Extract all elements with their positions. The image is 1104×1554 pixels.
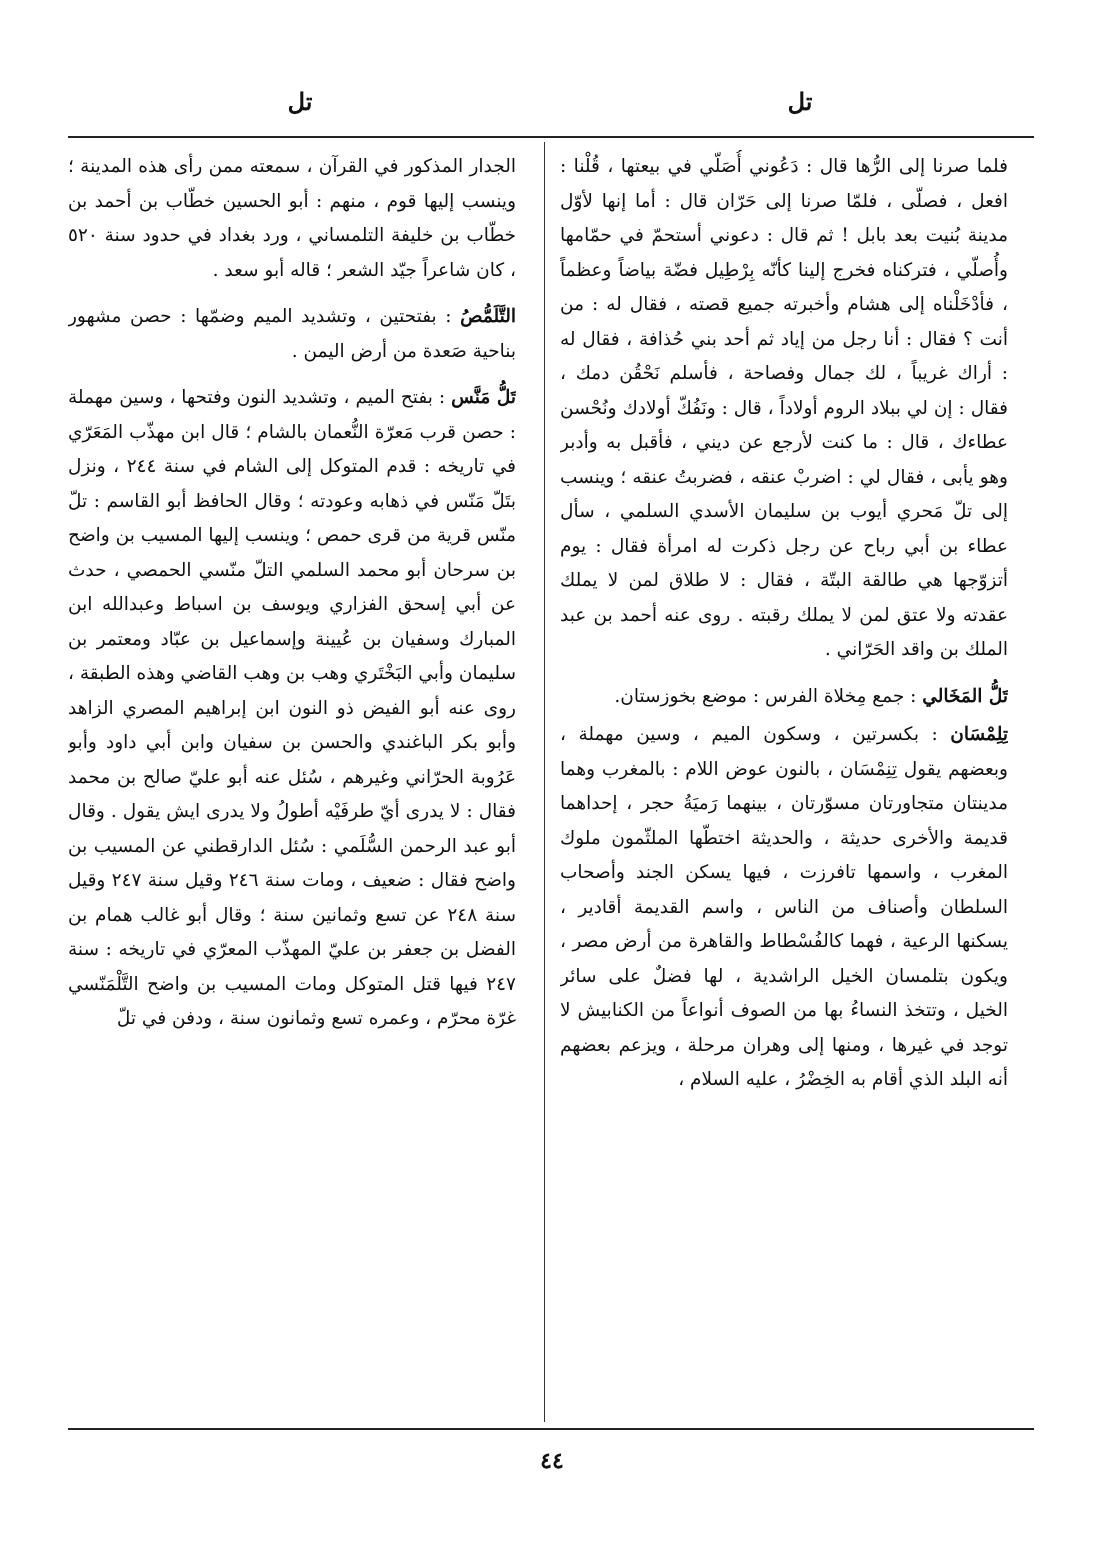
entry-headword: تَلُّ المَخَالي — [922, 685, 1008, 707]
page-number: ٤٤ — [540, 1448, 564, 1474]
footer-rule — [68, 1428, 1034, 1430]
entry-body: : بفتحتين ، وتشديد الميم وضمّها : حصن مشهور بناحية صَعدة من أرض اليمن . — [68, 306, 516, 362]
entry-tilimsan — [560, 718, 1008, 1098]
right-column — [560, 150, 1008, 1418]
entry-tall-al-makhali — [560, 680, 1008, 715]
right-column-paragraph-1: فلما صرنا إلى الرُّها قال : دَعُوني أُصَلّي في بيعتها ، قُلْنا : افعل ، فصلّى ، فلمّا صرنا إلى حَرّان قال : أما إنها لأوّل مدينة بُنيت بعد بابل ! ثم قال : دعوني أستحمّ في حمّامها وأُصلّي ، فتركناه فخرج إلينا كأنّه بِرْطِيل فضّة بياضاً وعظماً ، فأدْخَلْناه إلى هشام وأخبرته جميع قصته ، فقال له : من أنت ؟ فقال : أنا رجل من إياد ثم أحد بني حُذافة ، فقال له : أراك غريباً ، لك جمال وفصاحة ، فأسلم نَحْقُن دمك ، فقال : إن لي ببلاد الروم أولاداً ، قال : ونَفُكّ أولادك ونُحْسن عطاءك ، قال : ما كنت لأرجع عن ديني ، فأقبل به وأدبر وهو يأبى ، فقال لي : اضربْ عنقه ، فضربتُ عنقه ؛ وينسب إلى تلّ مَحري أيوب بن سليمان الأسدي السلمي ، سأل عطاء بن أبي رباح عن رجل ذكرت له امرأة فقال : يوم أتزوّجها هي طالقة البتّة ، فقال : لا طلاق لمن لا يملك عقدته ولا عتق لمن لا يملك رقبته . روى عنه أحمد بن عبد الملك بن واقد الحَرّاني . — [560, 156, 1008, 660]
entry-body: : جمع مِخلاة الفرس : موضع بخوزستان. — [614, 685, 923, 707]
left-column-paragraph-1: الجدار المذكور في القرآن ، سمعته ممن رأى هذه المدينة ؛ وينسب إليها قوم ، منهم : أبو الحسين خطّاب بن أحمد بن خطّاب بن خليفة التلمساني ، ورد بغداد في حدود سنة ٥٢٠ ، كان شاعراً جيّد الشعر ؛ قاله أبو سعد . — [68, 156, 516, 281]
running-header-right: تل — [787, 87, 813, 116]
entry-body: : بكسرتين ، وسكون الميم ، وسين مهملة ، وبعضهم يقول تِنِمْسَان ، بالنون عوض اللام : بالمغرب وهما مدينتان متجاورتان مسوّرتان ، بينهما رَميَةُ حجر ، إحداهما قديمة والأخرى حديثة ، والحديثة اختطّها الملثّمون ملوك المغرب ، واسمها تافرزت ، فيها يسكن الجند وأصحاب السلطان وأصناف من الناس ، واسم القديمة أقادير ، يسكنها الرعية ، فهما كالفُسْطاط والقاهرة من أرض مصر ، ويكون بتلمسان الخيل الراشدية ، لها فضلٌ على سائر الخيل ، وتتخذ النساءُ بها من الصوف أنواعاً من الكنابيش لا توجد في غيرها ، ومنها إلى وهران مرحلة ، ويزعم بعضهم أنه البلد الذي أقام به الخِضْرُ ، عليه السلام ، — [560, 724, 1008, 1090]
left-column — [68, 150, 516, 1418]
running-header-left: تل — [287, 87, 313, 116]
entry-tall-mannas — [68, 381, 516, 1037]
entry-headword: تَلُّ مَنَّس — [451, 387, 516, 408]
column-divider — [544, 142, 545, 1422]
entry-headword: التَّلَمُّصُ — [460, 306, 516, 327]
entry-al-talammus — [68, 300, 516, 369]
header-rule — [68, 136, 1034, 138]
entry-body: : بفتح الميم ، وتشديد النون وفتحها ، وسين مهملة : حصن قرب مَعرّة النُّعمان بالشام ؛ قال ابن مهذّب المَعَرّي في تاريخه : قدم المتوكل إلى الشام في سنة ٢٤٤ ، ونزل بتَلّ مَنّس في ذهابه وعودته ؛ وقال الحافظ أبو القاسم : تلّ منّس قرية من قرى حمص ؛ وينسب إليها المسيب بن واضح بن سرحان أبو محمد السلمي التلّ منّسي الحمصي ، حدث عن أبي إسحق الفزاري ويوسف بن اسباط وعبدالله ابن المبارك وسفيان بن عُيينة وإسماعيل بن عبّاد ومعتمر بن سليمان وأبي البَخْتَري وهب بن وهب القاضي وهذه الطبقة ، روى عنه أبو الفيض ذو النون ابن إبراهيم المصري الزاهد وأبو بكر الباغندي والحسن بن سفيان وابن أبي داود وأبو عَرُوبة الحرّاني وغيرهم ، سُئل عنه أبو عليّ صالح بن محمد فقال : لا يدرى أيّ طرفَيْه أطولُ ولا يدرى ايش يقول . وقال أبو عبد الرحمن السُّلَمي : سُئل الدارقطني عن المسيب بن واضح فقال : ضعيف ، ومات سنة ٢٤٦ وقيل سنة ٢٤٧ وقيل سنة ٢٤٨ عن تسع وثمانين سنة ؛ وقال أبو غالب همام بن الفضل بن جعفر بن عليّ المهذّب المعرّي في تاريخه : سنة ٢٤٧ فيها قتل المتوكل ومات المسيب بن واضح التَّلْمَنّسي غرّة محرّم ، وعمره تسع وثمانون سنة ، ودفن في تلّ — [68, 387, 516, 1029]
entry-headword: تِلِمْسَان — [950, 724, 1008, 745]
